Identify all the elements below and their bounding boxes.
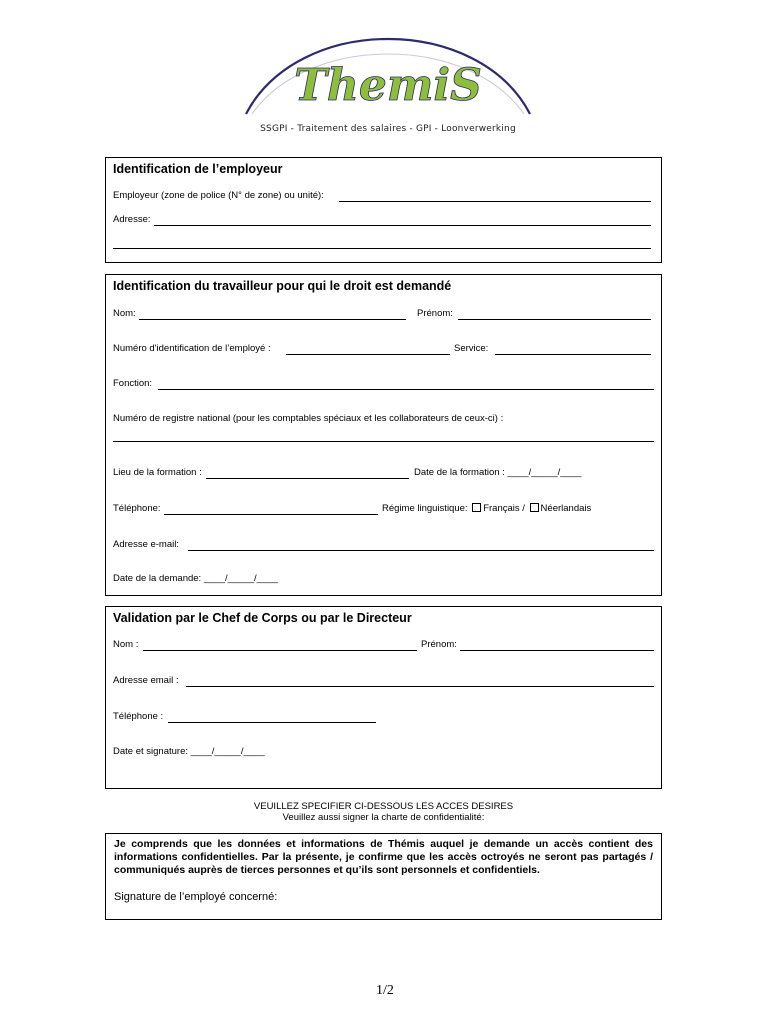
themis-logo xyxy=(238,22,538,140)
worker-firstname-field[interactable] xyxy=(458,319,651,320)
lang-nl-label: Néerlandais xyxy=(540,503,592,514)
checkbox-neerlandais[interactable] xyxy=(530,503,539,512)
worker-name-field[interactable] xyxy=(139,319,406,320)
employee-id-field[interactable] xyxy=(286,354,450,355)
checkbox-francais[interactable] xyxy=(472,503,481,512)
phone-field[interactable] xyxy=(164,514,378,515)
validator-name-field[interactable] xyxy=(143,650,417,651)
logo-tagline: SSGPI - Traitement des salaires - GPI - Loonverwerking xyxy=(260,124,516,134)
address-field[interactable] xyxy=(154,225,651,226)
access-notice xyxy=(105,801,662,823)
validation-section-title: Validation par le Chef de Corps ou par le Directeur xyxy=(113,611,412,625)
language-label: Régime linguistique: xyxy=(382,503,468,514)
training-place-label: Lieu de la formation : xyxy=(113,467,202,478)
validator-date-sig-label: Date et signature: xyxy=(113,746,188,757)
national-register-label: Numéro de registre national (pour les comptables spéciaux et les collaborateurs de ceux-ci) : xyxy=(113,413,504,424)
employer-label: Employeur (zone de police (N° de zone) ou unité): xyxy=(113,190,324,201)
request-date-field[interactable]: ____/_____/____ xyxy=(203,573,278,584)
worker-section xyxy=(105,274,662,596)
employer-section xyxy=(105,157,662,263)
validator-name-label: Nom : xyxy=(113,639,139,650)
validator-phone-label: Téléphone : xyxy=(113,711,164,722)
validator-email-field[interactable] xyxy=(186,686,654,687)
service-field[interactable] xyxy=(495,354,651,355)
training-place-field[interactable] xyxy=(206,478,409,479)
training-date-label: Date de la formation : xyxy=(414,467,505,478)
page-number: 1/2 xyxy=(376,983,394,998)
validator-date-field[interactable]: ____/_____/____ xyxy=(190,746,265,757)
validation-section xyxy=(105,606,662,789)
email-label: Adresse e-mail: xyxy=(113,539,179,550)
national-register-field[interactable] xyxy=(113,441,654,442)
address-field-line2[interactable] xyxy=(113,248,651,249)
logo-wordmark: ThemiS xyxy=(294,60,482,111)
lang-fr-label: Français / xyxy=(483,503,525,514)
access-notice-line1: VEUILLEZ SPECIFIER CI-DESSOUS LES ACCES DESIRES xyxy=(253,801,514,812)
consent-text: Je comprends que les données et informations de Thémis auquel je demande un accès contient des informations confidentielles. Par la présente, je confirme que les accès octroyés ne seront pas partagés / communiqués auprès de tierces personnes et qu’ils sont personnels et confidentiels. xyxy=(114,838,653,876)
employer-section-title: Identification de l’employeur xyxy=(113,162,283,176)
worker-section-title: Identification du travailleur pour qui le droit est demandé xyxy=(113,279,452,293)
access-notice-line2: Veuillez aussi signer la charte de confidentialité: xyxy=(282,812,485,823)
request-date-label: Date de la demande: xyxy=(113,573,202,584)
consent-section xyxy=(105,833,662,920)
phone-label: Téléphone: xyxy=(113,503,161,514)
validator-email-label: Adresse email : xyxy=(113,675,179,686)
logo-arc-icon xyxy=(238,22,538,122)
validator-phone-field[interactable] xyxy=(168,722,376,723)
worker-firstname-label: Prénom: xyxy=(417,308,453,319)
validator-firstname-label: Prénom: xyxy=(421,639,457,650)
signature-label: Signature de l’employé concerné: xyxy=(114,891,278,903)
validator-firstname-field[interactable] xyxy=(460,650,654,651)
training-date-field[interactable]: ____/_____/____ xyxy=(507,467,582,478)
email-field[interactable] xyxy=(188,550,654,551)
address-label: Adresse: xyxy=(113,214,151,225)
employer-field[interactable] xyxy=(339,201,651,202)
service-label: Service: xyxy=(454,343,489,354)
employee-id-label: Numéro d'identification de l’employé : xyxy=(113,343,271,354)
worker-name-label: Nom: xyxy=(113,308,136,319)
function-label: Fonction: xyxy=(113,378,153,389)
function-field[interactable] xyxy=(158,389,654,390)
